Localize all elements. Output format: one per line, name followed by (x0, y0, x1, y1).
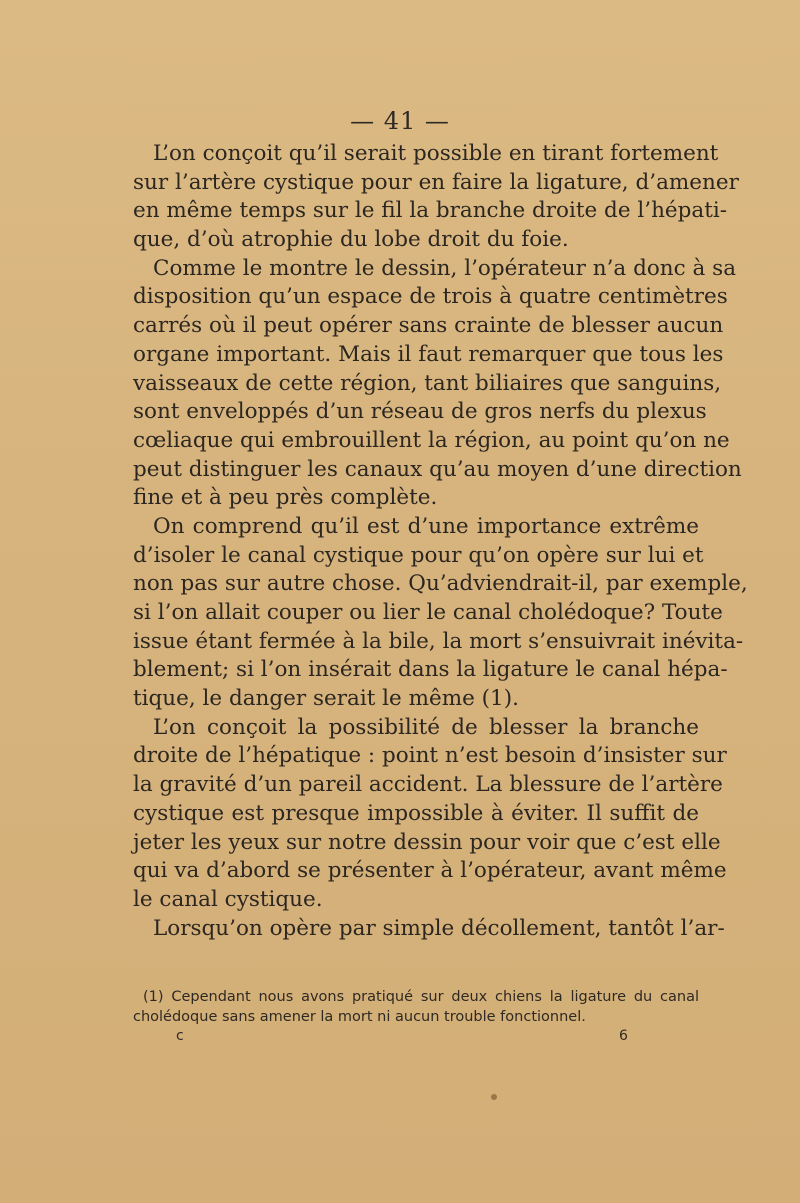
text-line: organe important. Mais il faut remarquer que tous les (133, 341, 724, 367)
text-line: jeter les yeux sur notre dessin pour voir que c’est elle (133, 829, 721, 855)
text-line: vaisseaux de cette région, tant biliaires que sanguins, (133, 370, 722, 396)
footnote-line: cholédoque sans amener la mort ni aucun trouble fonctionnel. (133, 1009, 586, 1025)
text-line: L’on conçoit la possibilité de blesser la branche (153, 714, 699, 740)
text-line: cystique est presque impossible à éviter. Il suffit de (133, 800, 699, 826)
text-line: en même temps sur le fil la branche droite de l’hépati- (133, 198, 728, 224)
paragraph (133, 915, 725, 944)
footnote (133, 987, 699, 1027)
text-line: On comprend qu’il est d’une importance extrême (153, 513, 699, 539)
text-line: L’on conçoit qu’il serait possible en tirant fortement (153, 141, 719, 166)
signature-mark: c (176, 1028, 184, 1044)
text-line: blement; si l’on insérait dans la ligature le canal hépa- (133, 657, 728, 683)
text-line: sur l’artère cystique pour en faire la ligature, d’amener (133, 169, 739, 195)
body-text (133, 140, 748, 943)
paragraph (133, 513, 748, 714)
text-line: disposition qu’un espace de trois à quatre centimètres (133, 284, 728, 310)
text-line: le canal cystique. (133, 886, 323, 912)
text-line: Comme le montre le dessin, l’opérateur n’a donc à sa (153, 255, 737, 281)
text-line: carrés où il peut opérer sans crainte de blesser aucun (133, 313, 724, 339)
text-line: non pas sur autre chose. Qu’adviendrait-il, par exemple, (133, 571, 748, 597)
text-line: Lorsqu’on opère par simple décollement, tantôt l’ar- (153, 915, 725, 941)
text-line: sont enveloppés d’un réseau de gros nerfs du plexus (133, 399, 707, 425)
ink-spot (491, 1094, 497, 1100)
text-line: qui va d’abord se présenter à l’opérateur, avant même (133, 858, 727, 884)
text-line: fine et à peu près complète. (133, 485, 438, 511)
page-number: — 41 — (350, 107, 450, 135)
text-line: cœliaque qui embrouillent la région, au point qu’on ne (133, 427, 730, 453)
paragraph (133, 714, 727, 915)
text-line: droite de l’hépatique : point n’est besoin d’insister sur (133, 743, 727, 769)
text-line: peut distinguer les canaux qu’au moyen d’une direction (133, 456, 742, 482)
paragraph (133, 140, 739, 255)
text-line: si l’on allait couper ou lier le canal cholédoque? Toute (133, 600, 723, 625)
text-line: tique, le danger serait le même (1). (133, 686, 519, 712)
footnote-line: (1) Cependant nous avons pratiqué sur deux chiens la ligature du canal (143, 989, 699, 1005)
paragraph (133, 255, 742, 513)
text-line: d’isoler le canal cystique pour qu’on opère sur lui et (133, 542, 704, 568)
text-line: que, d’où atrophie du lobe droit du foie. (133, 227, 569, 253)
text-line: la gravité d’un pareil accident. La blessure de l’artère (133, 772, 723, 798)
text-line: issue étant fermée à la bile, la mort s’ensuivrait inévita- (133, 628, 744, 654)
signature-number: 6 (619, 1028, 628, 1044)
